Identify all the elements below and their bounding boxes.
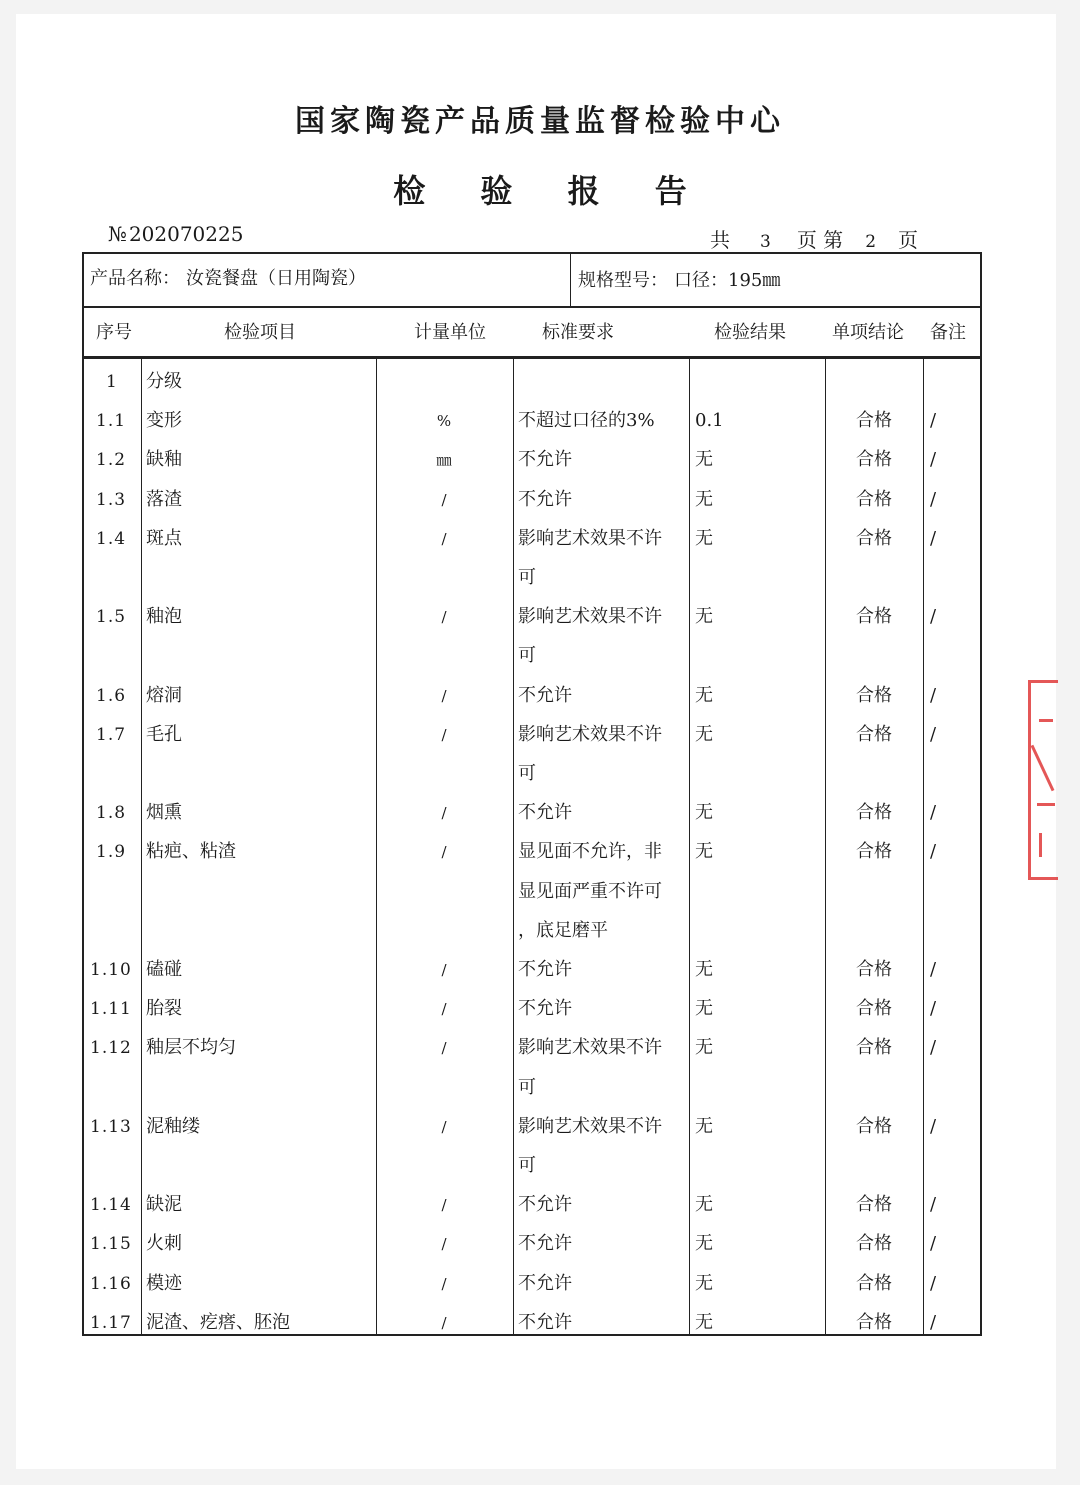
row-conclusion: 合格 bbox=[856, 449, 892, 471]
row-remark: / bbox=[930, 959, 937, 980]
row-standard-line: 不允许 bbox=[518, 998, 572, 1020]
row-conclusion: 合格 bbox=[856, 998, 892, 1020]
row-number: 1.15 bbox=[90, 1234, 132, 1255]
page-suffix: 页 bbox=[898, 228, 919, 252]
spec-label: 规格型号： bbox=[578, 270, 668, 291]
row-item: 粘疤、粘渣 bbox=[146, 841, 236, 863]
title-char: 检 bbox=[393, 172, 426, 210]
row-remark: / bbox=[930, 449, 937, 471]
row-item: 落渣 bbox=[146, 488, 182, 510]
column-divider bbox=[376, 358, 377, 1336]
col-header-item: 检验项目 bbox=[224, 322, 296, 343]
row-conclusion: 合格 bbox=[856, 1311, 892, 1333]
page-total-prefix: 共 bbox=[710, 228, 730, 252]
row-standard-line: 显见面不允许，非 bbox=[518, 841, 662, 863]
page-indicator bbox=[710, 224, 918, 253]
col-header-remark: 备注 bbox=[930, 322, 966, 343]
row-conclusion: 合格 bbox=[856, 606, 892, 628]
row-number: 1.5 bbox=[96, 607, 127, 628]
row-item: 泥渣、疙瘩、胚泡 bbox=[146, 1311, 290, 1333]
row-unit: / bbox=[441, 1117, 447, 1136]
row-remark: / bbox=[930, 1311, 937, 1333]
row-result: 无 bbox=[695, 1037, 713, 1059]
row-remark: / bbox=[930, 488, 937, 510]
title-char: 报 bbox=[567, 172, 600, 210]
row-standard-line: 不允许 bbox=[518, 684, 572, 706]
row-remark: / bbox=[930, 998, 937, 1020]
row-conclusion: 合格 bbox=[856, 1194, 892, 1216]
row-conclusion: 合格 bbox=[856, 527, 892, 549]
row-unit: / bbox=[441, 1235, 447, 1254]
row-conclusion: 合格 bbox=[856, 1037, 892, 1059]
row-result: 0.1 bbox=[695, 410, 724, 432]
col-header-unit: 计量单位 bbox=[414, 322, 486, 343]
col-header-standard: 标准要求 bbox=[542, 322, 614, 343]
title-char: 验 bbox=[480, 172, 513, 210]
row-remark: / bbox=[930, 1272, 937, 1294]
row-conclusion: 合格 bbox=[856, 1233, 892, 1255]
row-result: 无 bbox=[695, 723, 713, 745]
row-item: 釉层不均匀 bbox=[146, 1037, 236, 1059]
row-remark: / bbox=[930, 1037, 937, 1059]
row-unit: / bbox=[441, 1196, 447, 1215]
row-conclusion: 合格 bbox=[856, 1272, 892, 1294]
row-item: 熔洞 bbox=[146, 684, 182, 706]
row-standard-line: 显见面严重不许可 bbox=[518, 880, 662, 902]
column-divider bbox=[141, 358, 142, 1336]
row-result: 无 bbox=[695, 449, 713, 471]
row-unit: % bbox=[436, 412, 452, 431]
row-unit: / bbox=[441, 686, 447, 705]
organization-name: 国家陶瓷产品质量监督检验中心 bbox=[295, 104, 785, 139]
row-result: 无 bbox=[695, 841, 713, 863]
row-standard-line: 可 bbox=[518, 645, 536, 667]
row-result: 无 bbox=[695, 1311, 713, 1333]
row-item: 缺釉 bbox=[146, 449, 182, 471]
row-remark: / bbox=[930, 606, 937, 628]
column-divider bbox=[513, 358, 514, 1336]
product-name-value: 汝瓷餐盘（日用陶瓷） bbox=[186, 268, 366, 289]
row-conclusion: 合格 bbox=[856, 1115, 892, 1137]
row-item: 烟熏 bbox=[146, 802, 182, 824]
row-unit: / bbox=[441, 529, 447, 548]
row-conclusion: 合格 bbox=[856, 802, 892, 824]
row-item: 分级 bbox=[146, 371, 182, 392]
red-seal-stamp bbox=[1028, 680, 1058, 880]
row-conclusion: 合格 bbox=[856, 723, 892, 745]
row-number: 1.11 bbox=[90, 999, 132, 1020]
row-remark: / bbox=[930, 723, 937, 745]
row-result: 无 bbox=[695, 959, 713, 980]
row-remark: / bbox=[930, 841, 937, 863]
row-number: 1.17 bbox=[90, 1312, 132, 1333]
row-number: 1.4 bbox=[96, 528, 127, 549]
row-standard-line: 不允许 bbox=[518, 488, 572, 510]
row-number: 1.7 bbox=[96, 724, 127, 745]
row-standard-line: 可 bbox=[518, 567, 536, 588]
row-item: 缺泥 bbox=[146, 1194, 182, 1216]
row-unit: / bbox=[441, 490, 447, 509]
row-item: 斑点 bbox=[146, 527, 182, 549]
row-remark: / bbox=[930, 1194, 937, 1216]
row-number: 1.3 bbox=[96, 489, 127, 510]
row-unit: / bbox=[441, 961, 447, 979]
row-result: 无 bbox=[695, 1115, 713, 1137]
row-number: 1.13 bbox=[90, 1116, 132, 1137]
row-standard-line: 影响艺术效果不许 bbox=[518, 1115, 662, 1137]
row-number: 1.14 bbox=[90, 1195, 132, 1216]
row-number: 1.8 bbox=[96, 803, 127, 824]
report-number-value: 202070225 bbox=[128, 222, 244, 246]
row-standard-line: 不允许 bbox=[518, 1311, 572, 1333]
row-conclusion: 合格 bbox=[856, 959, 892, 980]
page-current: 2 bbox=[865, 232, 877, 252]
row-item: 釉泡 bbox=[146, 606, 182, 628]
row-result: 无 bbox=[695, 684, 713, 706]
row-number: 1.1 bbox=[96, 411, 127, 432]
page-total: 3 bbox=[760, 232, 771, 252]
row-result: 无 bbox=[695, 998, 713, 1020]
row-standard-line: 影响艺术效果不许 bbox=[518, 606, 662, 628]
row-remark: / bbox=[930, 410, 937, 432]
product-name bbox=[90, 264, 366, 290]
column-divider bbox=[689, 358, 690, 1336]
col-header-result: 检验结果 bbox=[714, 322, 786, 343]
row-number: 1.10 bbox=[90, 960, 132, 980]
row-standard-line: 影响艺术效果不许 bbox=[518, 1037, 662, 1059]
row-result: 无 bbox=[695, 606, 713, 628]
row-standard-line: 不允许 bbox=[518, 1233, 572, 1255]
row-standard-line: 不允许 bbox=[518, 1272, 572, 1294]
row-item: 火刺 bbox=[146, 1233, 182, 1255]
row-remark: / bbox=[930, 1233, 937, 1255]
row-remark: / bbox=[930, 1115, 937, 1137]
row-item: 泥釉缕 bbox=[146, 1115, 200, 1137]
row-item: 变形 bbox=[146, 410, 182, 432]
row-standard-line: 不允许 bbox=[518, 959, 572, 980]
number-symbol: № bbox=[108, 222, 127, 246]
col-header-no: 序号 bbox=[96, 322, 132, 343]
row-item: 毛孔 bbox=[146, 723, 182, 745]
row-unit: / bbox=[441, 725, 447, 744]
row-standard-line: 影响艺术效果不许 bbox=[518, 527, 662, 549]
row-standard-line: 不允许 bbox=[518, 1194, 572, 1216]
row-standard-line: 影响艺术效果不许 bbox=[518, 723, 662, 745]
product-name-label: 产品名称： bbox=[90, 268, 180, 289]
row-result: 无 bbox=[695, 1194, 713, 1216]
row-standard-line: 不超过口径的3% bbox=[518, 410, 655, 432]
row-standard-line: ，底足磨平 bbox=[518, 919, 608, 941]
row-conclusion: 合格 bbox=[856, 841, 892, 863]
row-result: 无 bbox=[695, 527, 713, 549]
row-result: 无 bbox=[695, 1272, 713, 1294]
row-item: 模迹 bbox=[146, 1272, 182, 1294]
row-result: 无 bbox=[695, 802, 713, 824]
spec-value: 口径：195㎜ bbox=[674, 270, 781, 291]
row-unit: / bbox=[441, 1039, 447, 1058]
row-number: 1.2 bbox=[96, 450, 127, 471]
report-number bbox=[108, 222, 243, 246]
row-standard-line: 可 bbox=[518, 1155, 536, 1176]
row-number: 1.16 bbox=[90, 1273, 132, 1294]
row-remark: / bbox=[930, 527, 937, 549]
row-unit: / bbox=[441, 1274, 447, 1293]
row-number: 1 bbox=[106, 372, 118, 392]
col-header-conclusion: 单项结论 bbox=[832, 322, 904, 343]
row-item: 胎裂 bbox=[146, 998, 182, 1020]
row-result: 无 bbox=[695, 488, 713, 510]
row-result: 无 bbox=[695, 1233, 713, 1255]
divider bbox=[570, 254, 571, 306]
row-remark: / bbox=[930, 684, 937, 706]
report-title bbox=[0, 166, 1080, 212]
product-spec bbox=[578, 266, 780, 292]
row-unit: / bbox=[441, 1313, 447, 1332]
row-conclusion: 合格 bbox=[856, 488, 892, 510]
row-standard-line: 可 bbox=[518, 763, 536, 784]
row-unit: ㎜ bbox=[436, 451, 452, 470]
row-standard-line: 不允许 bbox=[518, 449, 572, 471]
product-info-row bbox=[82, 252, 982, 308]
title-char: 告 bbox=[654, 172, 687, 210]
row-unit: / bbox=[441, 804, 447, 823]
row-standard-line: 可 bbox=[518, 1076, 536, 1098]
row-item: 磕碰 bbox=[146, 959, 182, 980]
row-remark: / bbox=[930, 802, 937, 824]
row-conclusion: 合格 bbox=[856, 684, 892, 706]
column-divider bbox=[923, 358, 924, 1336]
row-unit: / bbox=[441, 608, 447, 627]
column-divider bbox=[825, 358, 826, 1336]
page-mid-label: 页 第 bbox=[796, 228, 844, 252]
row-number: 1.12 bbox=[90, 1038, 132, 1059]
column-header-row bbox=[82, 308, 982, 358]
row-unit: / bbox=[441, 843, 447, 862]
row-number: 1.6 bbox=[96, 685, 127, 706]
row-unit: / bbox=[441, 1000, 447, 1019]
row-number: 1.9 bbox=[96, 842, 127, 863]
row-standard-line: 不允许 bbox=[518, 802, 572, 824]
row-conclusion: 合格 bbox=[856, 410, 892, 432]
